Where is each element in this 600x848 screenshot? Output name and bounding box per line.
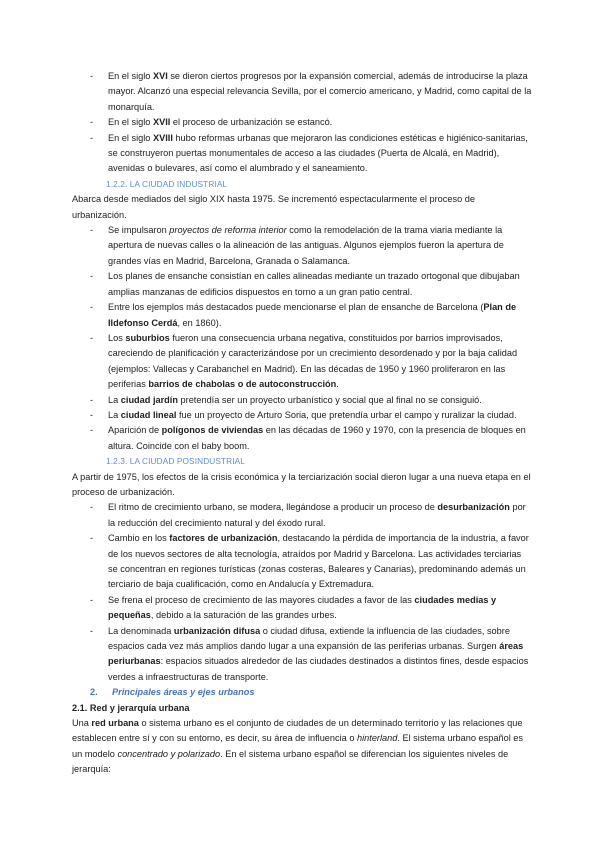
list-item: - Se impulsaron proyectos de reforma interior como la remodelación de la trama viaria mediante la apertura de nuevas calles o la alineación de las antiguas. Algunos ejemplos fueron la apertura de grandes vías en Madrid, Barcelona, Granada o Salamanca.: [90, 225, 504, 266]
paragraph: Abarca desde mediados del siglo XIX hasta 1975. Se incrementó espectacularmente el proceso de urbanización.: [72, 194, 475, 220]
list-item: - La denominada urbanización difusa o ciudad difusa, extiende la influencia de las ciudades, sobre espacios cada vez más amplios dando lugar a una expansión de las periferias urbanas. Surgen áreas periurbanas: espacios situados alrededor de las ciudades destinados a distintos fines, desde espacios verdes a infraestructuras de transporte.: [90, 625, 529, 682]
list-item: - Los suburbios fueron una consecuencia urbana negativa, constituidos por barrios improvisados, careciendo de planificación y caracterizándose por un crecimiento desordenado y por la baja calidad (ejemplos: Vallecas y Carabanchel en Madrid). En las décadas de 1950 y 1960 proliferaron en las periferias barrios de chabolas o de autoconstrucción.: [90, 332, 518, 390]
list-item: - Se frena el proceso de crecimiento de las mayores ciudades a favor de las ciudades medias y pequeñas, debido a la saturación de las grandes urbes.: [90, 594, 497, 621]
list-item: - Cambio en los factores de urbanización, destacando la pérdida de importancia de la industria, a favor de los nuevos sectores de alta tecnología, atraídos por Madrid y Barcelona. Las actividades terciarias se concentran en regiones turísticas (zonas costeras, Baleares y Canarias), predominando además un terciario de baja cualificación, como en Andalucía y Extremadura.: [90, 533, 529, 590]
section-heading-posindustrial: 1.2.3. LA CIUDAD POSINDUSTRIAL: [106, 456, 246, 467]
section-heading-industrial: 1.2.2. LA CIUDAD INDUSTRIAL: [106, 178, 228, 189]
list-item: - En el siglo XVI se dieron ciertos progresos por la expansión comercial, además de introducirse la plaza mayor. Alcanzó una especial relevancia Sevilla, por el comercio americano, y Madrid, como capital de la monarquía.: [90, 71, 532, 112]
list-item: - La ciudad lineal fue un proyecto de Arturo Soria, que pretendía urbar el campo y ruralizar la ciudad.: [90, 409, 517, 420]
list-item: - Los planes de ensanche consistían en calles alineadas mediante un trazado ortogonal que dibujaban amplias manzanas de edificios dispuestos en torno a un gran patio central.: [90, 271, 520, 297]
list-item: - En el siglo XVIII hubo reformas urbanas que mejoraron las condiciones estéticas e higiénico-sanitarias, se construyeron puertas monumentales de acceso a las ciudades (Puerta de Alcalá, en Madrid), avenidas o bulevares, así como el alumbrado y el saneamiento.: [90, 132, 528, 174]
subsection-heading: 2.1. Red y jerarquía urbana: [72, 702, 190, 713]
paragraph: Una red urbana o sistema urbano es el conjunto de ciudades de un determinado territorio y las relaciones que establecen entre sí y con su entorno, es decir, su área de influencia o hinterland. El sistema urbano español es un modelo concentrado y polarizado. En el sistema urbano español se diferencian los siguientes niveles de jerarquía:: [72, 718, 523, 775]
list-item: - Entre los ejemplos más destacados puede mencionarse el plan de ensanche de Barcelona (Plan de Ildefonso Cerdá, en 1860).: [90, 302, 517, 328]
industrial-list: [72, 223, 532, 454]
document-page: [72, 69, 532, 778]
list-item: - En el siglo XVII el proceso de urbanización se estancó.: [90, 117, 333, 128]
list-item: - La ciudad jardín pretendía ser un proyecto urbanístico y social que al final no se consiguió.: [90, 394, 482, 405]
section-heading-2: 2. Principales áreas y ejes urbanos: [90, 687, 255, 698]
posindustrial-list: [72, 500, 532, 685]
list-item: - Aparición de polígonos de viviendas en las décadas de 1960 y 1970, con la presencia de bloques en altura. Coincide con el baby boom.: [90, 425, 526, 451]
intro-list: [72, 69, 532, 177]
paragraph: A partir de 1975, los efectos de la crisis económica y la terciarización social dieron lugar a una nueva etapa en el proceso de urbanización.: [72, 471, 531, 497]
list-item: - El ritmo de crecimiento urbano, se modera, llegándose a producir un proceso de desurbanización por la reducción del crecimiento natural y del éxodo rural.: [90, 502, 526, 528]
